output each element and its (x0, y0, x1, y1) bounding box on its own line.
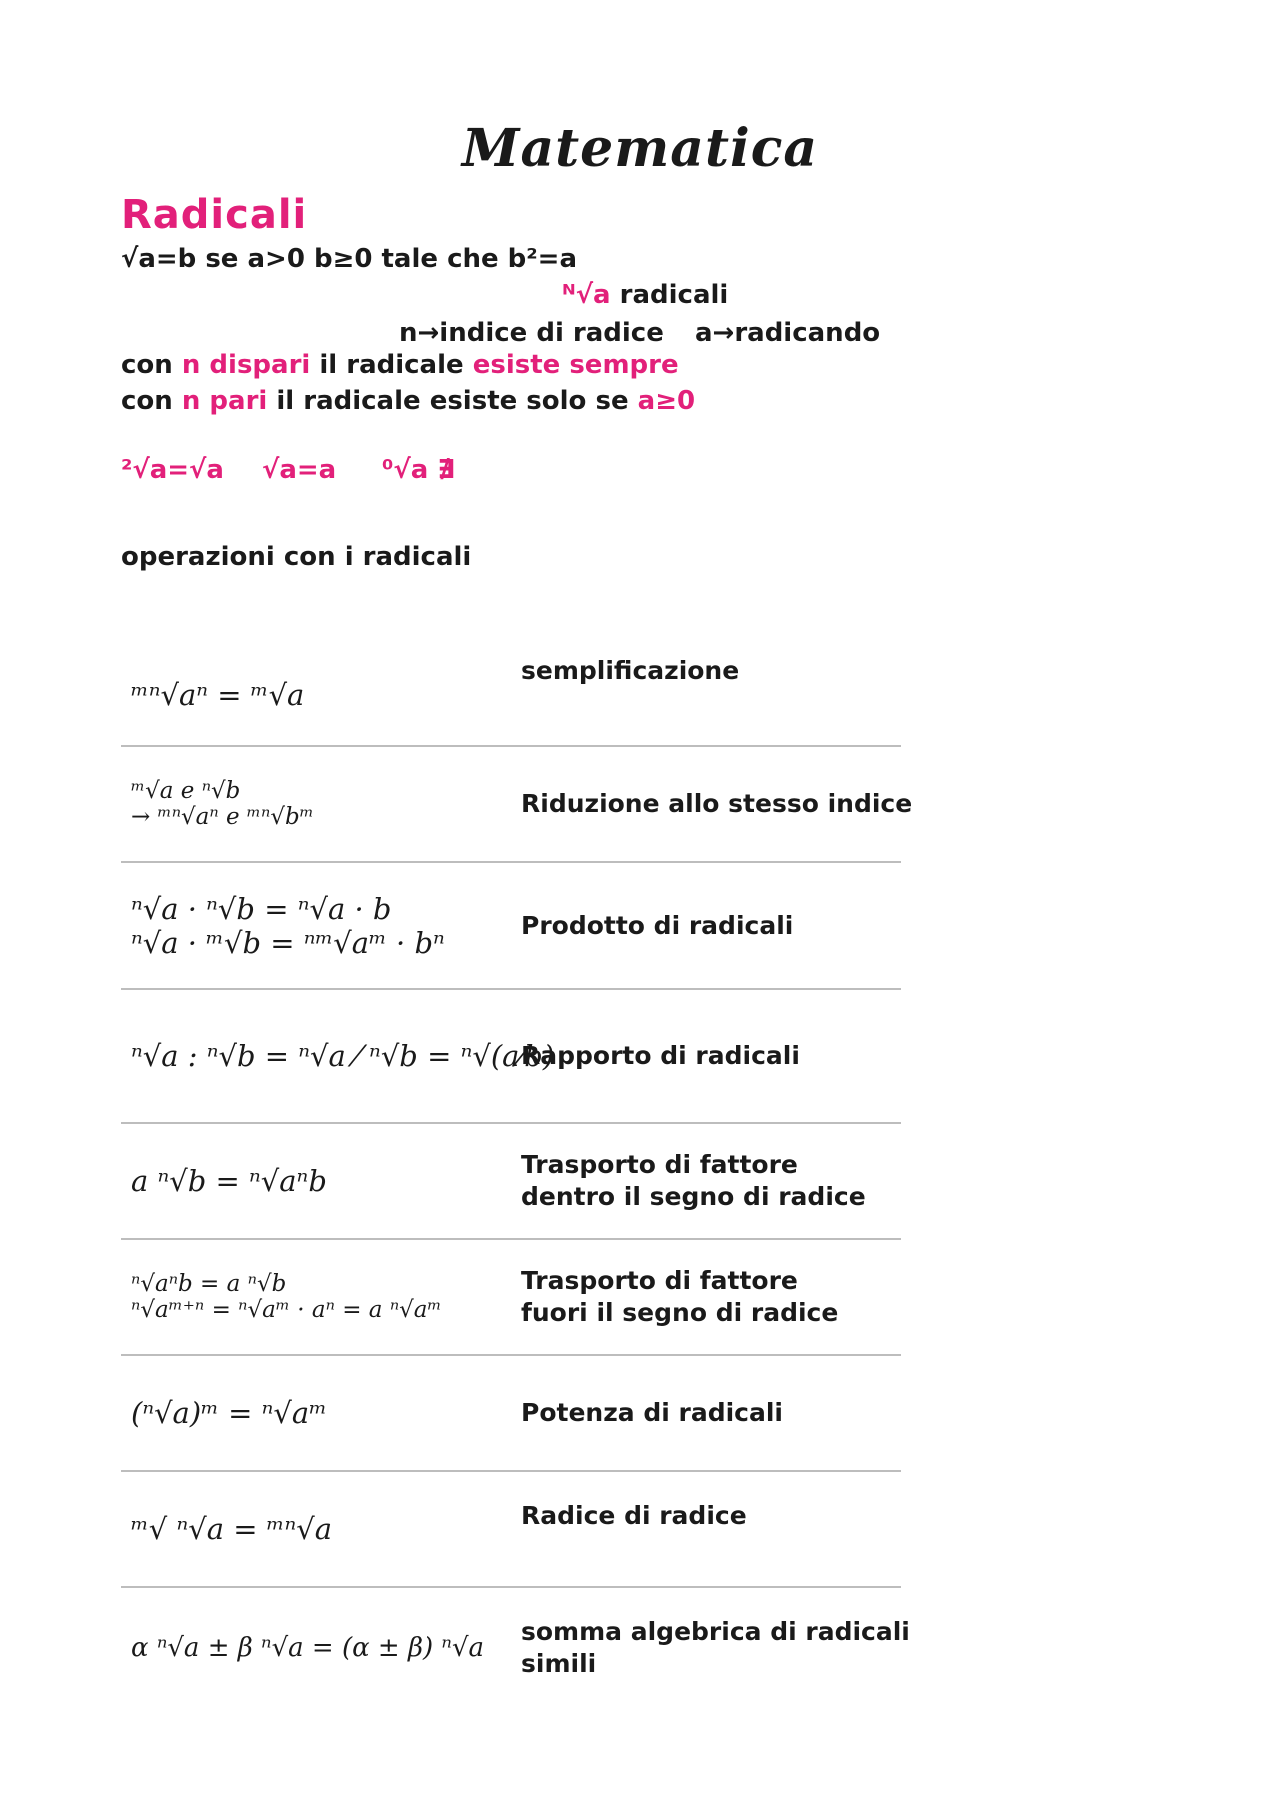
formula-line: ⁿ√aⁿb = a ⁿ√b (131, 1271, 287, 1297)
table-row (121, 990, 901, 1124)
even-rule (121, 386, 695, 416)
description-line: Prodotto di radicali (521, 910, 794, 940)
formula-line: ⁿ√a · ⁿ√b = ⁿ√a · b (131, 891, 392, 926)
description-cell (521, 863, 941, 988)
formula-cell (131, 1124, 521, 1238)
description-line: Radice di radice (521, 1501, 747, 1530)
description-line: dentro il segno di radice (521, 1182, 866, 1211)
table-row (121, 747, 913, 863)
description-line: semplificazione (521, 656, 740, 685)
notation-symbol: ᴺ√a (562, 280, 611, 310)
description-cell (521, 747, 941, 861)
even-rule-result: a≥0 (637, 386, 696, 416)
page-title: Matematica (461, 118, 819, 179)
description-line: Rapporto di radicali (521, 1041, 800, 1070)
formula-cell (131, 1472, 521, 1586)
special-case-1: ²√a=√a (121, 455, 224, 485)
operations-heading: operazioni con i radicali (121, 542, 472, 572)
odd-rule-cond: n dispari (181, 350, 311, 380)
even-rule-mid: il radicale esiste solo se (276, 386, 629, 416)
description-cell (521, 990, 941, 1122)
notation-line (562, 280, 728, 310)
special-case-2: √a=a (262, 455, 337, 485)
description-line: Potenza di radicali (521, 1398, 783, 1427)
formula-line: α ⁿ√a ± β ⁿ√a = (α ± β) ⁿ√a (131, 1633, 485, 1663)
description-cell (521, 1356, 941, 1470)
description-cell (521, 625, 941, 745)
formula-cell (131, 990, 555, 1122)
description-cell (521, 1124, 941, 1238)
formula-line: ᵐ√a e ⁿ√b (131, 778, 241, 804)
formula-line: ⁿ√aᵐ⁺ⁿ = ⁿ√aᵐ · aⁿ = a ⁿ√aᵐ (131, 1297, 442, 1323)
description-line: simili (521, 1649, 597, 1678)
table-row (121, 863, 901, 990)
description-line: fuori il segno di radice (521, 1298, 839, 1327)
table-row (121, 1240, 901, 1356)
formula-cell (131, 747, 521, 861)
formula-line: a ⁿ√b = ⁿ√aⁿb (131, 1164, 327, 1198)
table-row (121, 1472, 901, 1588)
description-line: somma algebrica di radicali (521, 1617, 910, 1646)
odd-rule-mid: il radicale (319, 350, 464, 380)
description-cell (521, 1240, 941, 1354)
radicand-label: a→radicando (695, 318, 881, 348)
table-row (121, 1356, 901, 1472)
formula-line: ⁿ√a : ⁿ√b = ⁿ√a ⁄ ⁿ√b = ⁿ√(a⁄b) (131, 1039, 555, 1073)
description-line: Riduzione allo stesso indice (521, 789, 913, 818)
table-row (121, 625, 901, 747)
formula-cell (131, 1356, 521, 1470)
operations-table (121, 625, 913, 1708)
notation-label: radicali (619, 280, 729, 310)
definition: √a=b se a>0 b≥0 tale che b²=a (121, 244, 578, 274)
formula-cell (131, 625, 521, 745)
formula-line: ᵐ√ ⁿ√a = ᵐⁿ√a (131, 1512, 333, 1546)
table-row (121, 1588, 910, 1708)
odd-rule-result: esiste sempre (472, 350, 679, 380)
even-rule-pre: con (121, 386, 173, 416)
special-case-3: ⁰√a ∄ (382, 455, 456, 485)
even-rule-cond: n pari (181, 386, 268, 416)
description-cell (521, 1588, 941, 1708)
formula-cell (131, 1240, 521, 1354)
odd-rule-pre: con (121, 350, 173, 380)
index-label: n→indice di radice (399, 318, 664, 348)
description-line: Trasporto di fattore (521, 1150, 798, 1179)
formula-line: → ᵐⁿ√aⁿ e ᵐⁿ√bᵐ (131, 804, 314, 830)
odd-rule (121, 350, 679, 380)
table-row (121, 1124, 901, 1240)
description-cell (521, 1472, 941, 1586)
section-heading: Radicali (121, 192, 308, 238)
formula-cell (131, 863, 521, 988)
formula-line: ᵐⁿ√aⁿ = ᵐ√a (131, 678, 305, 712)
formula-cell (131, 1588, 521, 1708)
formula-line: ⁿ√a · ᵐ√b = ⁿᵐ√aᵐ · bⁿ (131, 925, 445, 960)
description-line: Trasporto di fattore (521, 1266, 798, 1295)
formula-line: (ⁿ√a)ᵐ = ⁿ√aᵐ (131, 1396, 327, 1430)
